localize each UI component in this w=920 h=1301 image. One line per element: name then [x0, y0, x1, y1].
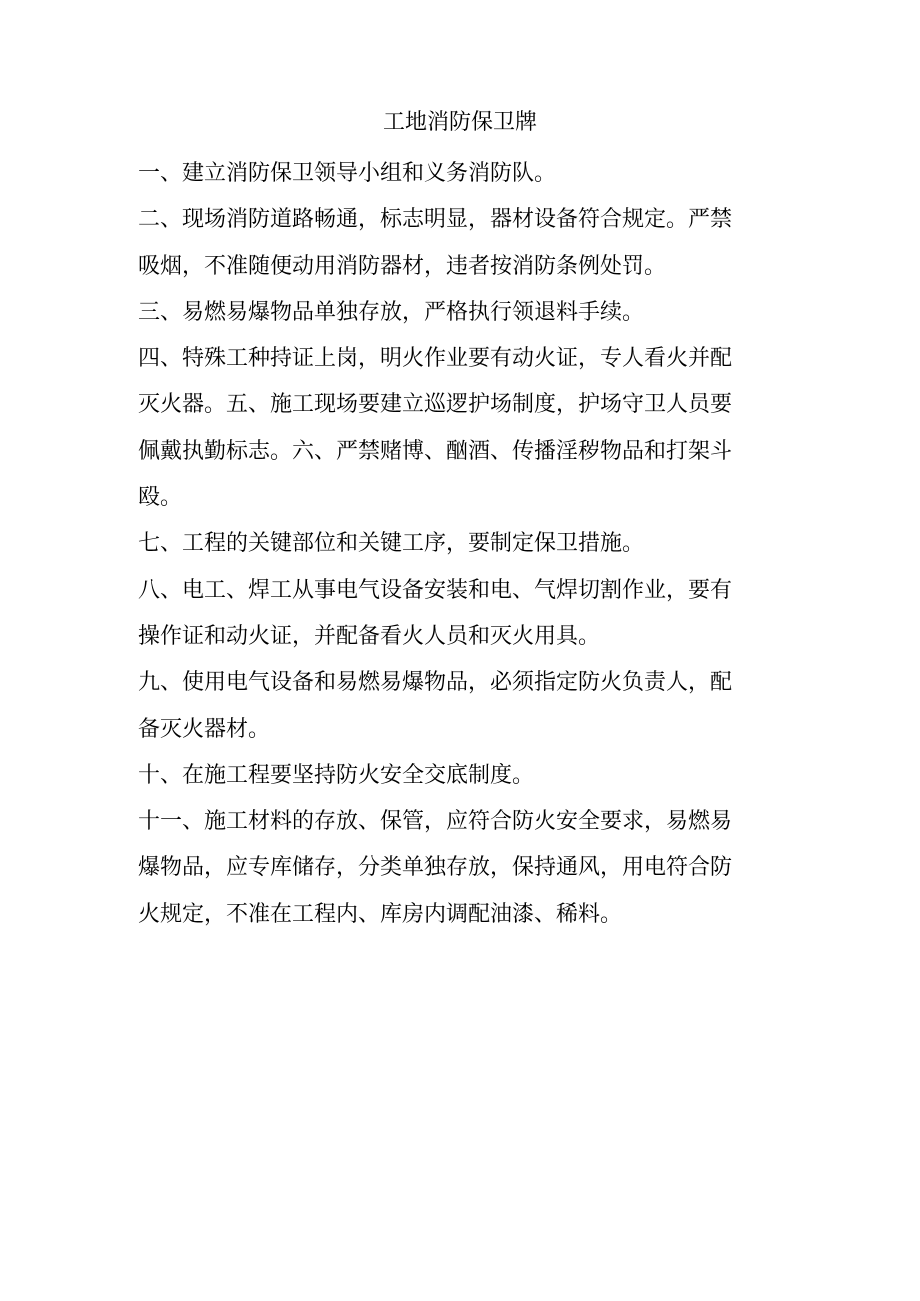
rule-line: 三、易燃易爆物品单独存放，严格执行领退料手续。: [138, 299, 645, 325]
rule-line: 备灭火器材。: [138, 716, 271, 742]
rule-line: 二、现场消防道路畅通，标志明显，器材设备符合规定。严禁: [138, 207, 733, 233]
rule-line: 殴。: [138, 485, 183, 511]
rule-line: 十一、施工材料的存放、保管，应符合防火安全要求，易燃易: [138, 809, 733, 835]
rule-line: 七、工程的关键部位和关键工序，要制定保卫措施。: [138, 531, 645, 557]
document-body: [138, 151, 772, 938]
rule-line: 十、在施工程要坚持防火安全交底制度。: [138, 762, 535, 788]
rule-line: 吸烟，不准随便动用消防器材，违者按消防条例处罚。: [138, 253, 667, 279]
rule-line: 一、建立消防保卫领导小组和义务消防队。: [138, 161, 557, 186]
rule-line: 八、电工、焊工从事电气设备安装和电、气焊切割作业，要有: [138, 577, 733, 603]
rule-line: 九、使用电气设备和易燃易爆物品，必须指定防火负责人，配: [138, 670, 733, 696]
rule-line: 灭火器。五、施工现场要建立巡逻护场制度，护场守卫人员要: [138, 392, 733, 418]
rule-line: 爆物品，应专库储存，分类单独存放，保持通风，用电符合防: [138, 855, 733, 881]
rule-line: 火规定，不准在工程内、库房内调配油漆、稀料。: [138, 901, 623, 927]
document-title: 工地消防保卫牌: [382, 110, 537, 135]
rule-line: 操作证和动火证，并配备看火人员和灭火用具。: [138, 623, 601, 649]
rule-line: 四、特殊工种持证上岗，明火作业要有动火证，专人看火并配: [138, 346, 733, 372]
rule-line: 佩戴执勤标志。六、严禁赌博、酗酒、传播淫秽物品和打架斗: [138, 438, 733, 464]
